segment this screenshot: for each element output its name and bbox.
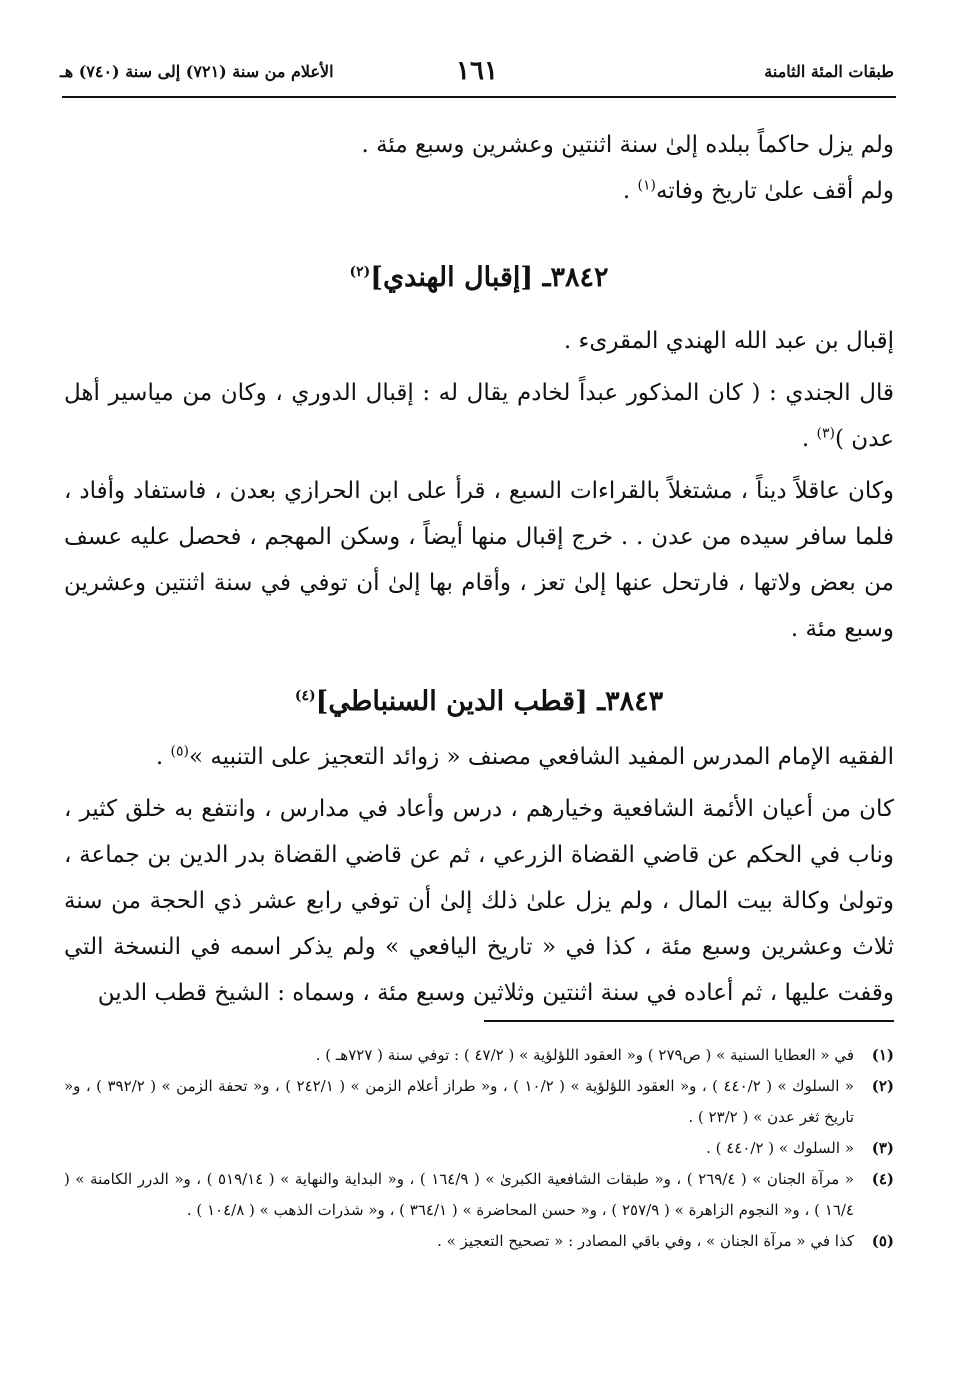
footnote-ref-5[interactable]: (٥) (170, 743, 189, 760)
entry-3843-para-1-end: . (155, 744, 171, 770)
footnote-number: (٢) (871, 1077, 894, 1095)
entry-3842-title: ٣٨٤٢ـ [إقبال الهندي] (370, 262, 609, 293)
entry-3842-para-2-text: قال الجندي : ( كان المذكور عبداً لخادم يقال له : إقبال الدوري ، وكان من مياسير أهل عدن ) (64, 380, 894, 452)
footnote-text: كذا في « مرآة الجنان » ، وفي باقي المصادر : « تصحيح التعجيز » . (437, 1232, 854, 1250)
entry-3843-heading (64, 686, 894, 717)
footnote (64, 1164, 894, 1226)
intro-line-1: ولم يزل حاكماً ببلده إلىٰ سنة اثنتين وعشرين وسبع مئة . (361, 132, 894, 158)
footnote-number: (٣) (871, 1139, 894, 1157)
entry-3843-body (64, 734, 894, 1016)
footnote-ref-2[interactable]: (٢) (349, 264, 371, 280)
intro-line-2 (64, 168, 894, 214)
footnote (64, 1133, 894, 1164)
intro-line-2-text: ولم أقف علىٰ تاريخ وفاته (656, 178, 894, 204)
footnote-ref-4[interactable]: (٤) (294, 688, 316, 704)
page-number: ١٦١ (456, 56, 498, 86)
entry-3843-title: ٣٨٤٣ـ [قطب الدين السنباطي] (315, 686, 664, 717)
footnote-number: (٥) (871, 1232, 894, 1250)
footnote-number: (١) (871, 1046, 894, 1064)
footnote-text: « السلوك » ( ٤٤٠/٢ ) . (706, 1139, 854, 1157)
footnote-text: « السلوك » ( ٤٤٠/٢ ) ، و« العقود اللؤلؤية » ( ١٠/٢ ) ، و« طراز أعلام الزمن » ( ٢٤٢/١ ) ، و« تحفة الزمن » ( ٣٩٢/٢ ) ، و« تاريخ ثغر عدن » ( ٢٣/٢ ) . (64, 1077, 854, 1126)
footnote (64, 1040, 894, 1071)
running-header (60, 54, 894, 94)
entry-3843-para-2: كان من أعيان الأئمة الشافعية وخيارهم ، درس وأعاد في مدارس ، وانتفع به خلق كثير ، وناب في الحكم عن قاضي القضاة الزرعي ، ثم عن قاضي القضاة بدر الدين بن جماعة ، وتولىٰ وكالة بيت المال ، ولم يزل علىٰ ذلك إلىٰ أن توفي رابع عشر ذي الحجة من سنة ثلاث وعشرين وسبع مئة ، كذا في « تاريخ اليافعي » ولم يذكر اسمه في النسخة التي وقفت عليها ، ثم أعاده في سنة اثنتين وثلاثين وسبع مئة ، وسماه : الشيخ قطب الدين (64, 796, 894, 1006)
footnote-divider (484, 1020, 894, 1022)
footnote-number: (٤) (871, 1170, 894, 1188)
footnote (64, 1071, 894, 1133)
intro-line-2-end: . (622, 178, 638, 204)
entry-3843-para-1 (64, 734, 894, 780)
footnote-ref-1[interactable]: (١) (637, 177, 657, 194)
intro-lines (64, 122, 894, 214)
entry-3842-para-2-end: . (801, 426, 817, 452)
header-book-title: طبقات المئة الثامنة (764, 62, 894, 81)
header-section-title: الأعلام من سنة (٧٢١) إلى سنة (٧٤٠) هـ (60, 62, 334, 81)
footnotes (64, 1040, 894, 1257)
footnote-ref-3[interactable]: (٣) (816, 425, 836, 442)
footnote-text: في « العطايا السنية » ( ص٢٧٩ ) و« العقود اللؤلؤية » ( ٤٧/٢ ) : توفي سنة ( ٧٢٧هـ ) . (315, 1046, 854, 1064)
entry-3842-body (64, 318, 894, 652)
footnote (64, 1226, 894, 1257)
entry-3842-para-2 (64, 370, 894, 462)
entry-3843-para-1-text: الفقيه الإمام المدرس المفيد الشافعي مصنف « زوائد التعجيز على التنبيه » (188, 744, 894, 770)
footnote-text: « مرآة الجنان » ( ٢٦٩/٤ ) ، و« طبقات الشافعية الكبرىٰ » ( ١٦٤/٩ ) ، و« البداية والنهاية » ( ٥١٩/١٤ ) ، و« الدرر الكامنة » ( ١٦/٤ ) ، و« النجوم الزاهرة » ( ٢٥٧/٩ ) ، و« حسن المحاضرة » ( ٣٦٤/١ ) ، و« شذرات الذهب » ( ١٠٤/٨ ) . (64, 1170, 854, 1219)
header-divider (62, 96, 896, 98)
entry-3842-heading (64, 262, 894, 293)
entry-3842-para-3: وكان عاقلاً ديناً ، مشتغلاً بالقراءات السبع ، قرأ على ابن الحرازي بعدن ، فاستفاد وأفاد ، فلما سافر سيده من عدن . . خرج إقبال منها أيضاً ، وسكن المهجم ، فحصل عليه عسف من بعض ولاتها ، فارتحل عنها إلىٰ تعز ، وأقام بها إلىٰ أن توفي في سنة اثنتين وعشرين وسبع مئة . (64, 478, 894, 642)
entry-3842-para-1: إقبال بن عبد الله الهندي المقرىء . (563, 328, 894, 354)
